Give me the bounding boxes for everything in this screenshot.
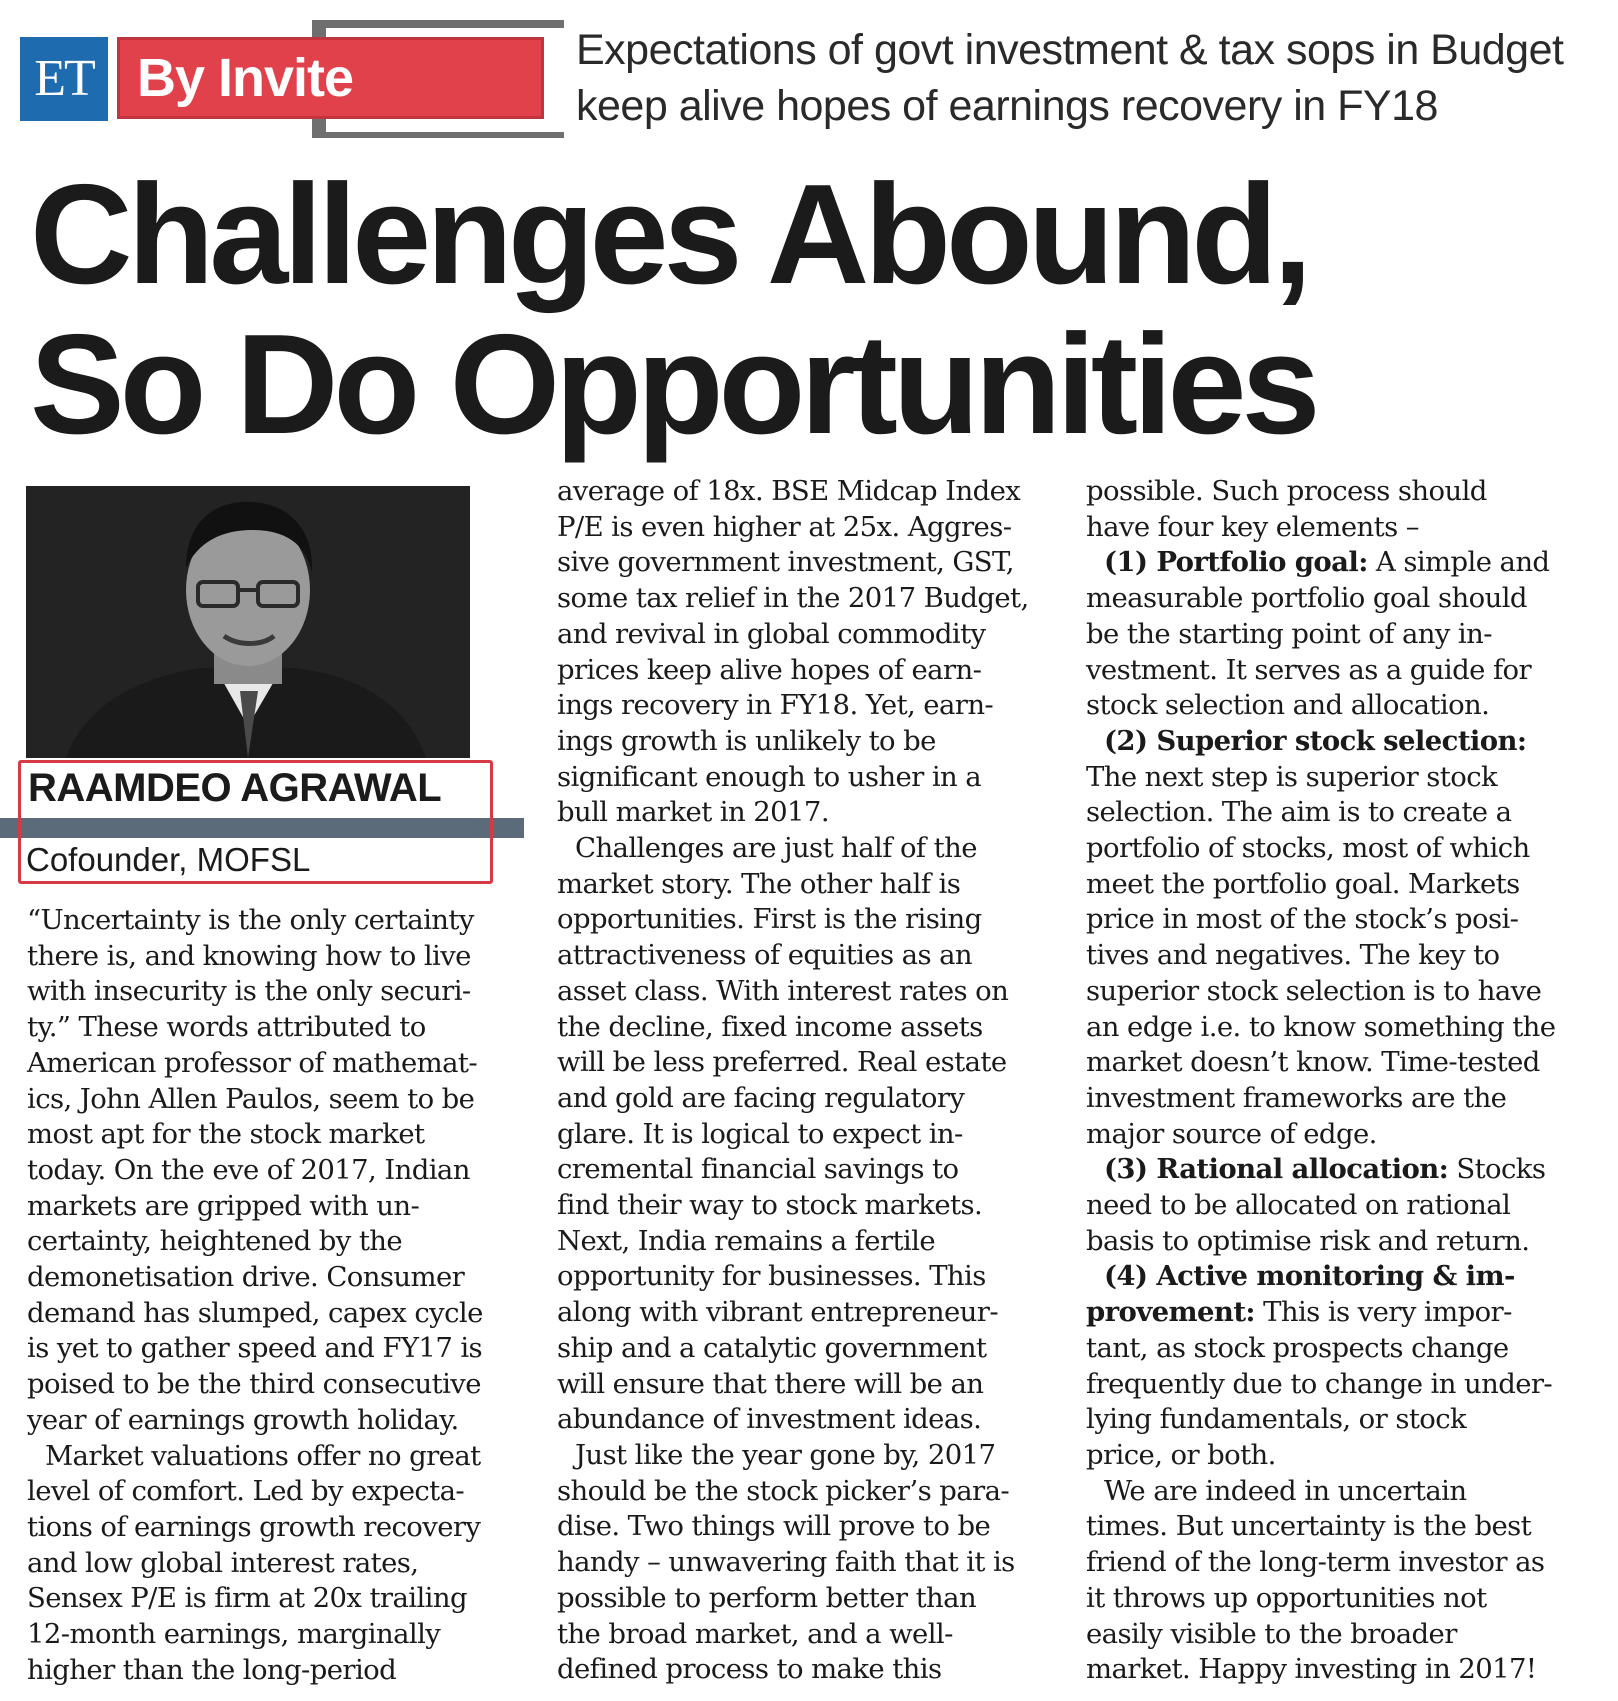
text-line: tives and negatives. The key to <box>1086 939 1500 972</box>
text-line: market. Happy investing in 2017! <box>1086 1653 1537 1686</box>
text-line: tant, as stock prospects change <box>1086 1331 1509 1364</box>
article-column-1 <box>27 903 537 1688</box>
text-line: portfolio of stocks, most of which <box>1086 832 1530 865</box>
text-line: price, or both. <box>1086 1438 1276 1471</box>
text-line: Challenges are just half of the <box>575 832 977 865</box>
text-line: prices keep alive hopes of earn- <box>557 653 982 686</box>
text-line: frequently due to change in under- <box>1086 1367 1553 1400</box>
text-line: ship and a catalytic government <box>557 1331 987 1364</box>
text-line: attractiveness of equities as an <box>557 939 973 972</box>
text-line: will ensure that there will be an <box>557 1367 984 1400</box>
text-line: abundance of investment ideas. <box>557 1403 982 1436</box>
text-line: today. On the eve of 2017, Indian <box>27 1153 470 1186</box>
et-logo: ET <box>20 37 108 121</box>
text-line: Market valuations offer no great <box>45 1439 481 1472</box>
article-column-2 <box>557 474 1067 1688</box>
text-line: cremental financial savings to <box>557 1153 959 1186</box>
text-line: with insecurity is the only securi- <box>27 975 471 1008</box>
text-line: dise. Two things will prove to be <box>557 1510 991 1543</box>
text-line: sive government investment, GST, <box>557 546 1014 579</box>
author-name: RAAMDEO AGRAWAL <box>28 766 442 810</box>
deck-line: keep alive hopes of earnings recovery in FY18 <box>576 82 1438 130</box>
text-line: superior stock selection is to have <box>1086 974 1542 1007</box>
text-line: opportunities. First is the rising <box>557 903 982 936</box>
text-line: measurable portfolio goal should <box>1086 582 1527 615</box>
text-line: lying fundamentals, or stock <box>1086 1403 1467 1436</box>
text-line: ings growth is unlikely to be <box>557 724 936 757</box>
text-line: asset class. With interest rates on <box>557 974 1009 1007</box>
text-line: selection. The aim is to create a <box>1086 796 1512 829</box>
text-line: 12-month earnings, marginally <box>27 1618 441 1651</box>
text-line: certainty, heightened by the <box>27 1225 403 1258</box>
author-highlight-box <box>18 760 493 884</box>
text-line: stock selection and allocation. <box>1086 689 1490 722</box>
text-line: need to be allocated on rational <box>1086 1189 1511 1222</box>
text-line: easily visible to the broader <box>1086 1617 1457 1650</box>
text-line: P/E is even higher at 25x. Aggres- <box>557 510 1012 543</box>
subhead-portfolio-goal: (1) Portfolio goal: <box>1104 546 1368 579</box>
portrait-illustration <box>26 486 470 758</box>
text-line: We are indeed in uncertain <box>1104 1474 1467 1507</box>
by-invite-label: By Invite <box>137 48 354 108</box>
text-line: an edge i.e. to know something the <box>1086 1010 1556 1043</box>
text-line: is yet to gather speed and FY17 is <box>27 1332 483 1365</box>
text-line: possible. Such process should <box>1086 475 1487 507</box>
text-line: bull market in 2017. <box>557 796 829 829</box>
text-line <box>1086 1295 1606 1331</box>
text-line: The next step is superior stock <box>1086 760 1498 793</box>
deck-line: Expectations of govt investment & tax sops in Budget <box>576 26 1564 74</box>
deck <box>576 22 1606 134</box>
article-column-3 <box>1086 474 1606 1688</box>
text-line <box>1086 545 1606 581</box>
text-line: demand has slumped, capex cycle <box>27 1296 483 1329</box>
text-line: significant enough to usher in a <box>557 760 982 793</box>
subhead-active-monitoring: (4) Active monitoring & im- <box>1104 1260 1515 1293</box>
text-line: and gold are facing regulatory <box>557 1081 965 1114</box>
text-line: average of 18x. BSE Midcap Index <box>557 475 1021 507</box>
text-line: ics, John Allen Paulos, seem to be <box>27 1082 475 1115</box>
text-line: and low global interest rates, <box>27 1546 419 1579</box>
text-line: vestment. It serves as a guide for <box>1086 653 1532 686</box>
text-run: A simple and <box>1367 546 1550 579</box>
text-line: it throws up opportunities not <box>1086 1581 1487 1614</box>
text-line <box>1086 724 1606 760</box>
text-line: “Uncertainty is the only certainty <box>27 904 474 936</box>
text-line: Sensex P/E is firm at 20x trailing <box>27 1582 467 1615</box>
text-line: ings recovery in FY18. Yet, earn- <box>557 689 994 722</box>
text-line: Just like the year gone by, 2017 <box>575 1438 996 1471</box>
text-line: opportunity for businesses. This <box>557 1260 986 1293</box>
headline-line-1: Challenges Abound, <box>30 155 1308 314</box>
text-line: Next, India remains a fertile <box>557 1224 935 1257</box>
text-line: basis to optimise risk and return. <box>1086 1224 1530 1257</box>
text-line: should be the stock picker’s para- <box>557 1474 1010 1507</box>
subhead-rational-allocation: (3) Rational allocation: <box>1104 1153 1449 1186</box>
text-line: and revival in global commodity <box>557 617 986 650</box>
text-line: the decline, fixed income assets <box>557 1010 983 1043</box>
text-line: times. But uncertainty is the best <box>1086 1510 1532 1543</box>
text-line: higher than the long-period <box>27 1653 397 1686</box>
text-line: major source of edge. <box>1086 1117 1377 1150</box>
text-line: price in most of the stock’s posi- <box>1086 903 1519 936</box>
text-line: defined process to make this <box>557 1653 942 1686</box>
text-run: This is very impor- <box>1254 1296 1512 1329</box>
text-line: market story. The other half is <box>557 867 961 900</box>
text-line: investment frameworks are the <box>1086 1081 1507 1114</box>
text-line: some tax relief in the 2017 Budget, <box>557 582 1029 615</box>
text-line: along with vibrant entrepreneur- <box>557 1296 999 1329</box>
subhead-stock-selection: (2) Superior stock selection: <box>1104 724 1527 757</box>
text-line: year of earnings growth holiday. <box>27 1403 459 1436</box>
text-run: Stocks <box>1448 1153 1546 1186</box>
text-line: ty.” These words attributed to <box>27 1011 426 1044</box>
text-line: demonetisation drive. Consumer <box>27 1261 465 1294</box>
text-line <box>1086 1152 1606 1188</box>
text-line: markets are gripped with un- <box>27 1189 420 1222</box>
text-line: poised to be the third consecutive <box>27 1368 481 1401</box>
text-line: find their way to stock markets. <box>557 1189 983 1222</box>
text-line: glare. It is logical to expect in- <box>557 1117 963 1150</box>
text-line: tions of earnings growth recovery <box>27 1510 481 1543</box>
text-line: market doesn’t know. Time-tested <box>1086 1046 1540 1079</box>
text-line: friend of the long-term investor as <box>1086 1546 1545 1579</box>
text-line: possible to perform better than <box>557 1581 977 1614</box>
author-title: Cofounder, MOFSL <box>26 841 311 878</box>
text-line: meet the portfolio goal. Markets <box>1086 867 1520 900</box>
text-line: American professor of mathemat- <box>27 1046 478 1079</box>
text-line: be the starting point of any in- <box>1086 617 1492 650</box>
text-line: most apt for the stock market <box>27 1118 425 1151</box>
text-line: handy – unwavering faith that it is <box>557 1546 1015 1579</box>
text-line: will be less preferred. Real estate <box>557 1046 1007 1079</box>
headline-line-2: So Do Opportunities <box>30 305 1316 464</box>
text-line <box>1086 1259 1606 1295</box>
text-line: there is, and knowing how to live <box>27 939 471 972</box>
text-line: have four key elements – <box>1086 510 1419 543</box>
text-line: the broad market, and a well- <box>557 1617 953 1650</box>
text-line: level of comfort. Led by expecta- <box>27 1475 465 1508</box>
subhead-active-monitoring-cont: provement: <box>1086 1296 1255 1329</box>
author-photo <box>26 486 470 758</box>
